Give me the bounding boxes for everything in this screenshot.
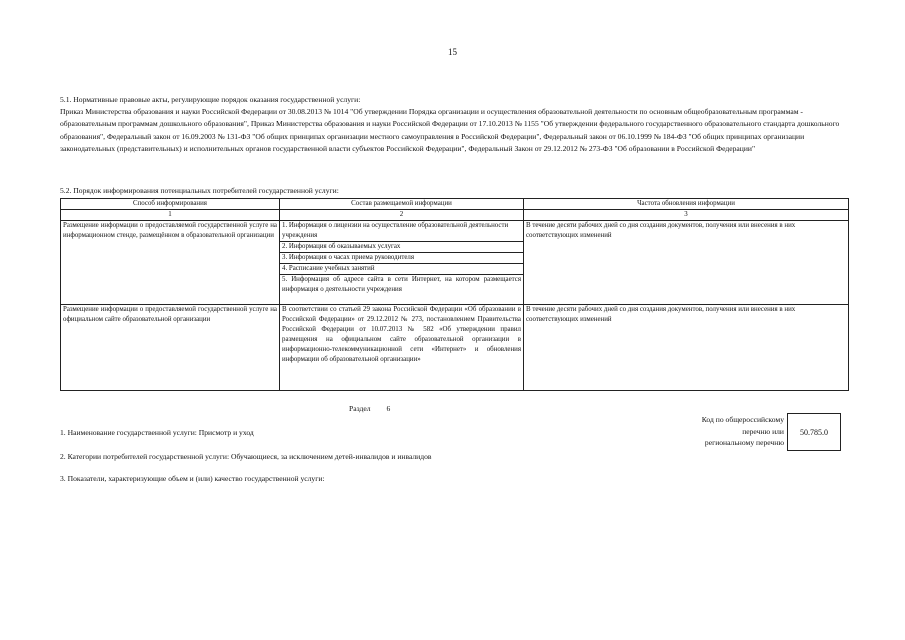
row-1-item-1: 1. Информация о лицензии на осуществление образовательной деятельности учреждения (280, 221, 523, 242)
service-name-line: 1. Наименование государственной услуги: Присмотр и уход (60, 428, 254, 437)
table-row (61, 221, 849, 305)
page-number: 15 (448, 47, 457, 57)
header-content: Состав размещаемой информации (280, 199, 524, 210)
row-1-method: Размещение информации о предоставляемой государственной услуге на информационном стенде, размещённом в образовательной организации (61, 221, 280, 305)
code-label-line-2: перечню или (742, 426, 784, 436)
row-2-content: В соответствии со статьей 29 закона Российской Федерации «Об образовании в Российской Федерации» от 29.12.2012 № 273, постановлением Правительства Российской Федерации от 10.07.2013 № 582 «Об утверждении правил размещения на официальном сайте образовательной организации в информационно-телекоммуникационной сети «Интернет» и обновления информации об образовательной организации» (280, 305, 524, 391)
classifier-code-value: 50.785.0 (800, 427, 828, 437)
header-method: Способ информирования (61, 199, 280, 210)
table-header-row (61, 199, 849, 210)
section-5-1-heading: 5.1. Нормативные правовые акты, регулирующие порядок оказания государственной услуги: (60, 95, 361, 104)
table-number-row (61, 210, 849, 221)
row-1-item-5: 5. Информация об адресе сайта в сети Интернет, на котором размещается информация о деятельности учреждения (282, 276, 521, 293)
row-1-item-2: 2. Информация об оказываемых услугах (280, 242, 523, 253)
information-table (60, 198, 849, 391)
code-label-line-1: Код по общероссийскому (701, 415, 784, 424)
section-5-1-text: Приказ Министерства образования и науки Российской Федерации от 30.08.2013 № 1014 "Об утверждении Порядка организации и осуществления образовательной деятельности по основным общеобразовательным программам - образовательным программам дошкольного образования", Приказ Министерства образования и науки Российской Федерации от 17.10.2013 № 1155 "Об утверждении федерального государственного образовательного стандарта дошкольного образования", Федеральный закон от 16.09.2003 № 131-ФЗ "Об общих принципах организации местного самоуправления в Российской Федерации", Федеральный закон от 06.10.1999 № 184-ФЗ "Об общих принципах организации законодательных (представительных) и исполнительных органов государственной власти субъектов Российской Федерации", Федеральный Закон от 29.12.2012 № 273-ФЗ "Об образовании в Российской Федерации" (60, 107, 840, 153)
section-number: 6 (386, 404, 391, 413)
column-number-1: 1 (61, 210, 280, 221)
row-1-item-3: 3. Информация о часах приема руководителя (280, 253, 523, 264)
column-number-2: 2 (280, 210, 524, 221)
row-2-method: Размещение информации о предоставляемой государственной услуге на официальном сайте образовательной организации (61, 305, 280, 391)
classifier-code-box (787, 413, 841, 451)
section-5-1 (60, 94, 850, 155)
consumer-category-line: 2. Категории потребителей государственной услуги: Обучающиеся, за исключением детей-инвалидов и инвалидов (60, 452, 432, 461)
section-5-2-heading: 5.2. Порядок информирования потенциальных потребителей государственной услуги: (60, 186, 339, 195)
header-frequency: Частота обновления информации (524, 199, 849, 210)
row-1-content (280, 221, 524, 305)
indicators-line: 3. Показатели, характеризующие объем и (или) качество государственной услуги: (60, 474, 325, 483)
row-2-frequency: В течение десяти рабочих дней со дня создания документов, получения или внесения в них соответствующих изменений (524, 305, 849, 391)
code-label-line-3: региональному перечню (704, 438, 784, 447)
section-label: Раздел (349, 404, 371, 413)
table-row (61, 305, 849, 391)
classifier-code-label (672, 414, 784, 449)
section-title (349, 404, 390, 413)
row-1-item-4: 4. Расписание учебных занятий (280, 264, 523, 275)
column-number-3: 3 (524, 210, 849, 221)
row-1-frequency: В течение десяти рабочих дней со дня создания документов, получения или внесения в них соответствующих изменений (524, 221, 849, 305)
